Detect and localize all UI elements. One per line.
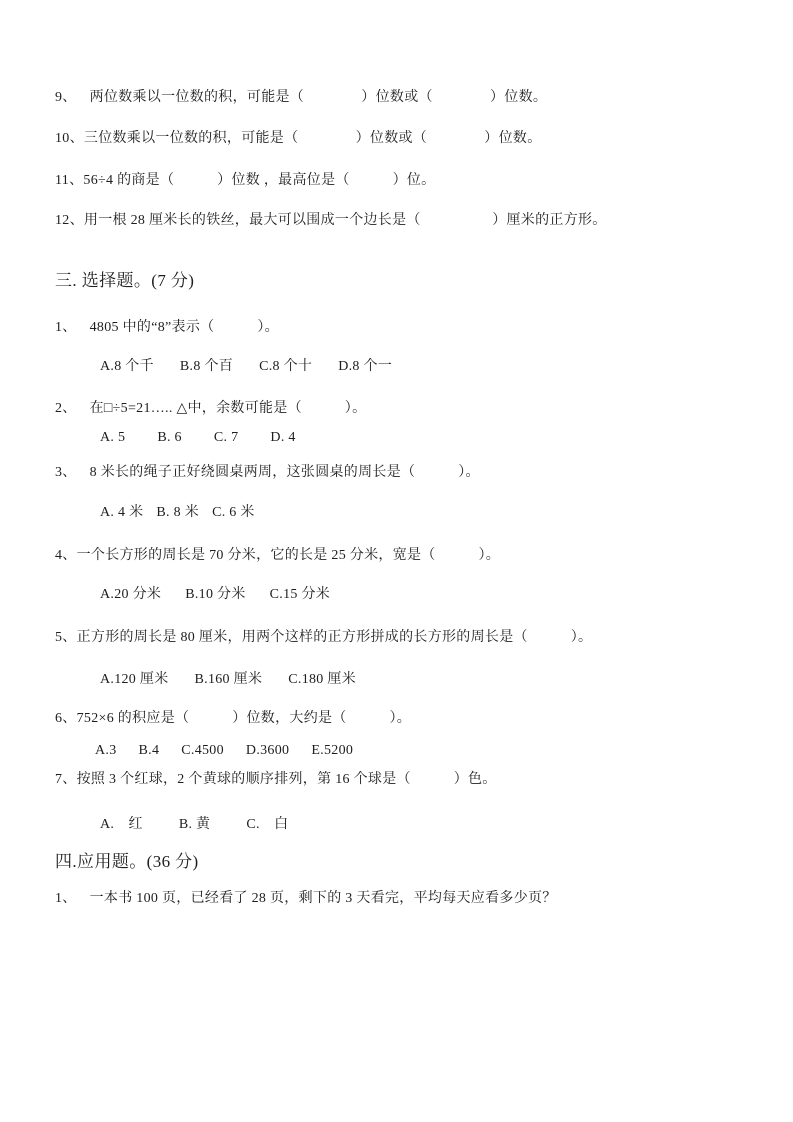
option-item: A. 红: [100, 817, 143, 832]
question-number: 7、: [55, 772, 77, 787]
question-line: [55, 628, 592, 647]
question-line: [55, 546, 500, 565]
question-text: 56÷4 的商是（ ）位数 ，最高位是（ ）位。: [83, 173, 436, 188]
option-item: A.8 个千: [100, 359, 154, 374]
question-line: [55, 171, 435, 190]
question-text: 8 米长的绳子正好绕圆桌两周，这张圆桌的周长是（ ）。: [89, 465, 480, 480]
question-line: [55, 88, 547, 107]
question-text: 在□÷5=21….. △中，余数可能是（ ）。: [89, 401, 367, 416]
question-text: 按照 3 个红球，2 个黄球的顺序排列，第 16 个球是（ ）色。: [76, 772, 497, 787]
option-item: D. 4: [270, 430, 296, 445]
question-text: 4805 中的“8”表示（ ）。: [89, 320, 279, 335]
question-number: 4、: [55, 548, 77, 563]
question-number: 1、: [55, 320, 77, 335]
option-item: C.180 厘米: [288, 672, 357, 687]
option-item: A. 4 米: [100, 505, 144, 520]
question-number: 1、: [55, 891, 77, 906]
option-item: B. 6: [157, 430, 182, 445]
option-item: B.8 个百: [179, 359, 234, 374]
question-text: 三位数乘以一位数的积，可能是（ ）位数或（ ）位数。: [83, 131, 542, 146]
option-item: C. 7: [213, 430, 239, 445]
options-row: [100, 503, 255, 522]
question-line: [55, 463, 480, 482]
option-item: A.20 分米: [100, 587, 162, 602]
question-text: 用一根 28 厘米长的铁丝，最大可以围成一个边长是（ ）厘米的正方形。: [83, 213, 607, 228]
option-item: D.8 个一: [338, 359, 393, 374]
option-item: A.120 厘米: [100, 672, 169, 687]
option-item: B.10 分米: [185, 587, 246, 602]
options-row: [100, 585, 330, 604]
section-heading-choice: 三. 选择题。(7 分): [55, 271, 195, 290]
question-line: [55, 211, 607, 230]
option-item: D.3600: [245, 743, 290, 758]
option-item: C. 白: [246, 817, 289, 832]
question-text: 一本书 100 页，已经看了 28 页，剩下的 3 天看完，平均每天应看多少页？: [89, 891, 557, 906]
question-number: 2、: [55, 401, 77, 416]
options-row: [95, 741, 353, 760]
option-item: C.8 个十: [259, 359, 313, 374]
question-line: [55, 318, 279, 337]
question-text: 一个长方形的周长是 70 分米，它的长是 25 分米，宽是（ ）。: [76, 548, 501, 563]
section-heading-application: 四.应用题。(36 分): [55, 852, 199, 871]
question-text: 752×6 的积应是（ ）位数，大约是（ ）。: [76, 711, 412, 726]
options-row: [100, 815, 288, 834]
question-number: 6、: [55, 711, 77, 726]
question-line: [55, 399, 366, 418]
option-item: E.5200: [311, 743, 354, 758]
question-line: [55, 129, 542, 148]
question-line: [55, 709, 411, 728]
option-item: B.160 厘米: [194, 672, 263, 687]
option-item: B. 黄: [178, 817, 211, 832]
question-number: 10、: [55, 131, 84, 146]
option-item: C. 6 米: [212, 505, 255, 520]
option-item: C.15 分米: [269, 587, 331, 602]
options-row: [100, 428, 296, 447]
options-row: [100, 670, 356, 689]
options-row: [100, 357, 392, 376]
question-line: [55, 889, 557, 908]
question-line: [55, 770, 497, 789]
option-item: C.4500: [181, 743, 224, 758]
question-number: 11、: [55, 173, 84, 188]
question-number: 3、: [55, 465, 77, 480]
question-number: 9、: [55, 90, 77, 105]
question-text: 正方形的周长是 80 厘米，用两个这样的正方形拼成的长方形的周长是（ ）。: [76, 630, 593, 645]
question-number: 5、: [55, 630, 77, 645]
option-item: A.3: [95, 743, 117, 758]
question-number: 12、: [55, 213, 84, 228]
option-item: B. 8 米: [156, 505, 200, 520]
option-item: A. 5: [100, 430, 126, 445]
option-item: B.4: [138, 743, 160, 758]
question-text: 两位数乘以一位数的积，可能是（ ）位数或（ ）位数。: [89, 90, 548, 105]
